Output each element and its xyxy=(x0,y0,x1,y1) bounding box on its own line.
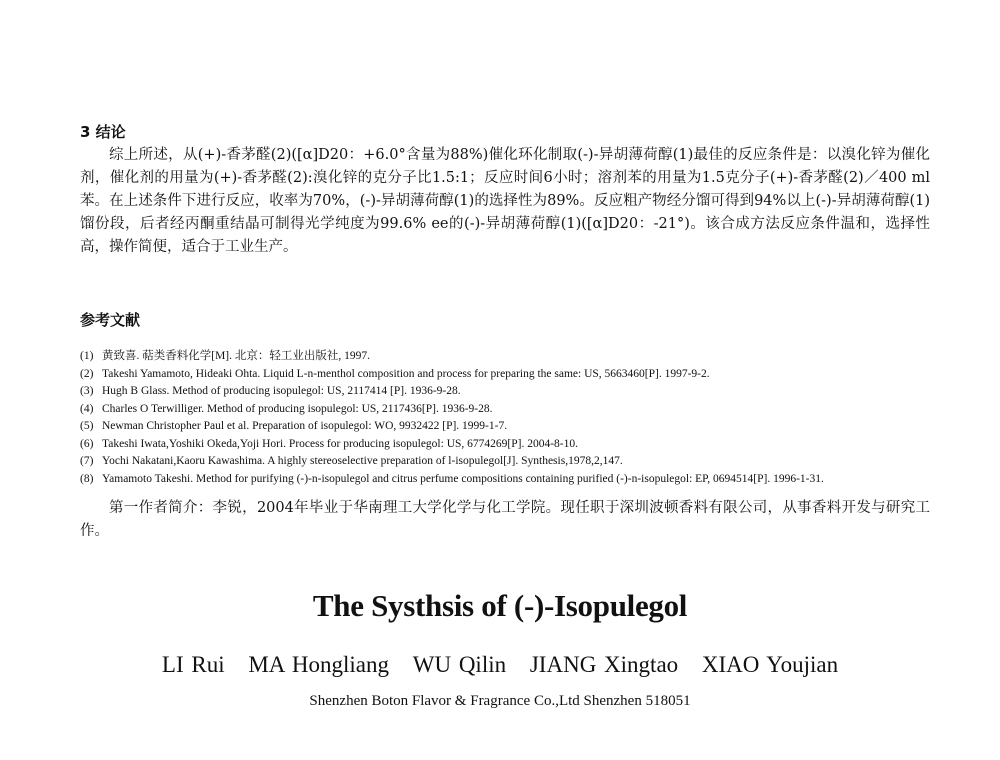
author-bio-text: 第一作者简介：李锐，2004年毕业于华南理工大学化学与化工学院。现任职于深圳波顿香料有限公司，从事香料开发与研究工作。 xyxy=(80,500,930,539)
references-heading: 参考文献 xyxy=(80,311,141,329)
reference-text: Takeshi Iwata,Yoshiki Okeda,Yoji Hori. Process for producing isopulegol: US, 6774269[P]. 2004-8-10. xyxy=(102,437,578,450)
reference-number: (5) xyxy=(80,420,94,432)
reference-text: Yochi Nakatani,Kaoru Kawashima. A highly stereoselective preparation of l-isopulegol[J]. Synthesis,1978,2,147. xyxy=(102,455,623,467)
section-heading: 3 结论 xyxy=(80,123,126,141)
author-name: XIAO Youjian xyxy=(701,652,839,677)
reference-number: (3) xyxy=(80,385,94,397)
conclusion-paragraph xyxy=(80,144,930,259)
reference-number: (2) xyxy=(80,367,94,380)
author-name: MA Hongliang xyxy=(248,652,389,677)
reference-item xyxy=(80,471,940,489)
reference-number: (7) xyxy=(80,455,94,467)
reference-item xyxy=(80,401,940,419)
reference-number: (1) xyxy=(80,350,94,362)
reference-item xyxy=(80,453,940,471)
reference-number: (8) xyxy=(80,472,94,485)
author-name: JIANG Xingtao xyxy=(529,652,679,677)
author-bio xyxy=(80,497,930,543)
english-title: The Systhsis of (-)-Isopulegol xyxy=(312,588,688,623)
reference-text: 黄致喜. 萜类香料化学[M]. 北京：轻工业出版社, 1997. xyxy=(102,350,371,362)
author-name: LI Rui xyxy=(161,652,225,677)
reference-text: Yamamoto Takeshi. Method for purifying (-)-n-isopulegol and citrus perfume compositions containing purified (-)-n-isopulegol: EP, 0694514[P]. 1996-1-31. xyxy=(102,472,824,485)
author-name: WU Qilin xyxy=(412,652,507,677)
author-list xyxy=(0,652,1000,678)
reference-text: Newman Christopher Paul et al. Preparation of isopulegol: WO, 9932422 [P]. 1999-1-7. xyxy=(102,420,508,432)
reference-number: (6) xyxy=(80,437,94,450)
reference-list xyxy=(80,348,940,488)
affiliation: Shenzhen Boton Flavor & Fragrance Co.,Ltd Shenzhen 518051 xyxy=(309,693,691,709)
reference-text: Charles O Terwilliger. Method of producing isopulegol: US, 2117436[P]. 1936-9-28. xyxy=(102,402,493,415)
reference-number: (4) xyxy=(80,402,94,415)
reference-item xyxy=(80,436,940,454)
reference-item xyxy=(80,383,940,401)
reference-item xyxy=(80,366,940,384)
reference-text: Hugh B Glass. Method of producing isopulegol: US, 2117414 [P]. 1936-9-28. xyxy=(102,385,461,397)
conclusion-text: 综上所述，从(+)-香茅醛(2)([α]D20：+6.0°含量为88%)催化环化制取(-)-异胡薄荷醇(1)最佳的反应条件是：以溴化锌为催化剂，催化剂的用量为(+)-香茅醛(2):溴化锌的克分子比1.5:1；反应时间6小时；溶剂苯的用量为1.5克分子(+)-香茅醛(2)／400 ml苯。在上述条件下进行反应，收率为70%，(-)-异胡薄荷醇(1)的选择性为89%。反应粗产物经分馏可得到94%以上(-)-异胡薄荷醇(1)馏份段，后者经丙酮重结晶可制得光学纯度为99.6% ee的(-)-异胡薄荷醇(1)([α]D20：-21°)。该合成方法反应条件温和，选择性高，操作简便，适合于工业生产。 xyxy=(80,147,930,255)
reference-item xyxy=(80,348,940,366)
reference-item xyxy=(80,418,940,436)
reference-text: Takeshi Yamamoto, Hideaki Ohta. Liquid L-n-menthol composition and process for preparing the same: US, 5663460[P]. 1997-9-2. xyxy=(102,367,710,380)
